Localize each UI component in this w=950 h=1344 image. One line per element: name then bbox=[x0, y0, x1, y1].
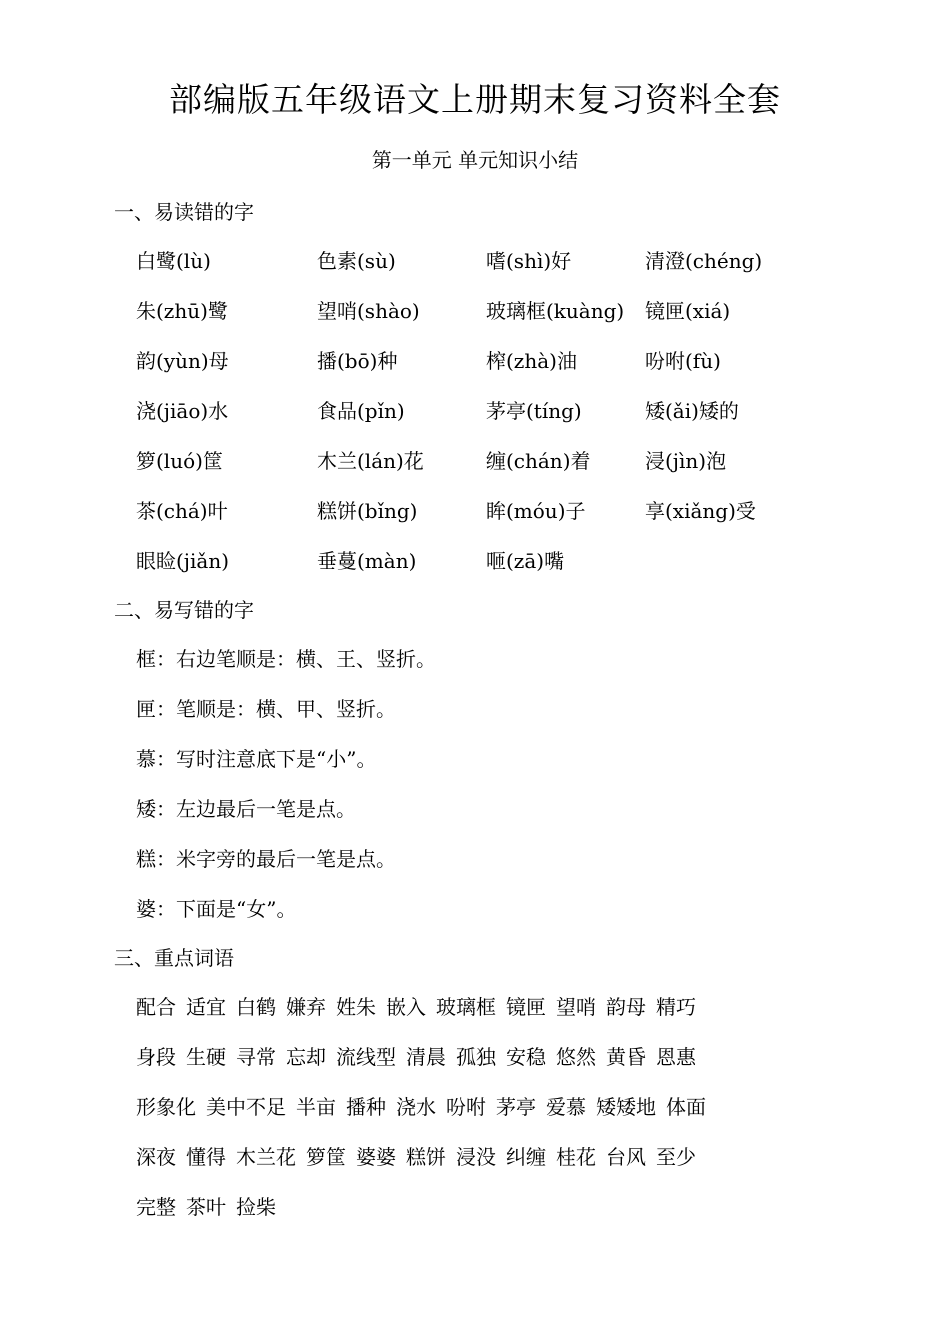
key-word: 黄昏 bbox=[606, 1045, 646, 1069]
key-word: 台风 bbox=[606, 1145, 646, 1169]
key-word-line bbox=[136, 1190, 856, 1240]
pronunciation-row bbox=[136, 494, 836, 544]
pronunciation-item: 朱(zhū)鹭 bbox=[136, 299, 228, 323]
pronunciation-row bbox=[136, 544, 836, 594]
key-word: 寻常 bbox=[236, 1045, 276, 1069]
key-word: 嫌弃 bbox=[286, 995, 326, 1019]
key-word: 悠然 bbox=[556, 1045, 596, 1069]
pronunciation-item: 茶(chá)叶 bbox=[136, 499, 228, 523]
pronunciation-item: 色素(sù) bbox=[317, 249, 396, 273]
key-word: 美中不足 bbox=[206, 1095, 286, 1119]
key-word: 箩筐 bbox=[306, 1145, 346, 1169]
key-word: 流线型 bbox=[336, 1045, 396, 1069]
key-word: 镜匣 bbox=[506, 995, 546, 1019]
section-heading-key-words: 三、重点词语 bbox=[114, 946, 234, 970]
key-word: 配合 bbox=[136, 995, 176, 1019]
key-word: 茅亭 bbox=[496, 1095, 536, 1119]
pronunciation-item: 嗜(shì)好 bbox=[486, 249, 572, 273]
key-word: 矮矮地 bbox=[596, 1095, 656, 1119]
key-word: 半亩 bbox=[296, 1095, 336, 1119]
pronunciation-item: 眸(móu)子 bbox=[486, 499, 586, 523]
key-word: 木兰花 bbox=[236, 1145, 296, 1169]
key-word: 姓朱 bbox=[336, 995, 376, 1019]
pronunciation-grid bbox=[136, 244, 836, 594]
pronunciation-item: 清澄(chéng) bbox=[645, 249, 763, 273]
key-word-line bbox=[136, 1140, 856, 1190]
key-word: 白鹤 bbox=[236, 995, 276, 1019]
key-word: 捡柴 bbox=[236, 1195, 276, 1219]
key-word: 精巧 bbox=[656, 995, 696, 1019]
key-words-block bbox=[136, 990, 856, 1240]
key-word: 忘却 bbox=[286, 1045, 326, 1069]
key-word: 浸没 bbox=[456, 1145, 496, 1169]
key-word: 恩惠 bbox=[656, 1045, 696, 1069]
writing-note: 匣：笔顺是：横、甲、竖折。 bbox=[136, 697, 396, 721]
key-word: 嵌入 bbox=[386, 995, 426, 1019]
key-word: 桂花 bbox=[556, 1145, 596, 1169]
writing-note: 慕：写时注意底下是“小”。 bbox=[136, 747, 377, 771]
pronunciation-row bbox=[136, 344, 836, 394]
section-heading-writing: 二、易写错的字 bbox=[114, 598, 254, 622]
writing-note: 框：右边笔顺是：横、王、竖折。 bbox=[136, 647, 436, 671]
key-word: 茶叶 bbox=[186, 1195, 226, 1219]
section-heading-pronunciation: 一、易读错的字 bbox=[114, 200, 254, 224]
unit-subtitle: 第一单元 单元知识小结 bbox=[371, 148, 579, 172]
key-word: 深夜 bbox=[136, 1145, 176, 1169]
writing-note: 婆：下面是“女”。 bbox=[136, 897, 297, 921]
key-word: 完整 bbox=[136, 1195, 176, 1219]
pronunciation-item: 食品(pǐn) bbox=[317, 399, 405, 423]
pronunciation-item: 浸(jìn)泡 bbox=[645, 449, 727, 473]
pronunciation-row bbox=[136, 394, 836, 444]
key-word: 身段 bbox=[136, 1045, 176, 1069]
key-word: 韵母 bbox=[606, 995, 646, 1019]
key-word: 望哨 bbox=[556, 995, 596, 1019]
writing-notes-list bbox=[136, 642, 836, 942]
pronunciation-item: 韵(yùn)母 bbox=[136, 349, 229, 373]
key-word: 至少 bbox=[656, 1145, 696, 1169]
key-word: 爱慕 bbox=[546, 1095, 586, 1119]
writing-note: 糕：米字旁的最后一笔是点。 bbox=[136, 847, 396, 871]
key-word: 播种 bbox=[346, 1095, 386, 1119]
key-word: 清晨 bbox=[406, 1045, 446, 1069]
pronunciation-item: 享(xiǎng)受 bbox=[645, 499, 756, 523]
key-word: 生硬 bbox=[186, 1045, 226, 1069]
key-word: 懂得 bbox=[186, 1145, 226, 1169]
key-word: 纠缠 bbox=[506, 1145, 546, 1169]
pronunciation-item: 矮(ǎi)矮的 bbox=[645, 399, 739, 423]
key-word-line bbox=[136, 1040, 856, 1090]
pronunciation-item: 玻璃框(kuàng) bbox=[486, 299, 625, 323]
key-word: 适宜 bbox=[186, 995, 226, 1019]
key-word: 浇水 bbox=[396, 1095, 436, 1119]
pronunciation-item: 眼睑(jiǎn) bbox=[136, 549, 230, 573]
pronunciation-item: 吩咐(fù) bbox=[645, 349, 721, 373]
pronunciation-item: 垂蔓(màn) bbox=[317, 549, 417, 573]
document-title: 部编版五年级语文上册期末复习资料全套 bbox=[169, 80, 781, 119]
key-word: 玻璃框 bbox=[436, 995, 496, 1019]
pronunciation-item: 榨(zhà)油 bbox=[486, 349, 577, 373]
key-word-line bbox=[136, 1090, 856, 1140]
pronunciation-item: 箩(luó)筐 bbox=[136, 449, 223, 473]
key-word: 糕饼 bbox=[406, 1145, 446, 1169]
pronunciation-item: 白鹭(lù) bbox=[136, 249, 211, 273]
key-word: 形象化 bbox=[136, 1095, 196, 1119]
pronunciation-row bbox=[136, 294, 836, 344]
key-word: 婆婆 bbox=[356, 1145, 396, 1169]
pronunciation-item: 播(bō)种 bbox=[317, 349, 398, 373]
pronunciation-row bbox=[136, 444, 836, 494]
pronunciation-item: 浇(jiāo)水 bbox=[136, 399, 229, 423]
key-word: 孤独 bbox=[456, 1045, 496, 1069]
pronunciation-item: 缠(chán)着 bbox=[486, 449, 591, 473]
pronunciation-item: 镜匣(xiá) bbox=[645, 299, 731, 323]
pronunciation-item: 咂(zā)嘴 bbox=[486, 549, 565, 573]
pronunciation-item: 望哨(shào) bbox=[317, 299, 420, 323]
pronunciation-item: 糕饼(bǐng) bbox=[317, 499, 418, 523]
key-word: 安稳 bbox=[506, 1045, 546, 1069]
pronunciation-item: 木兰(lán)花 bbox=[317, 449, 424, 473]
writing-note: 矮：左边最后一笔是点。 bbox=[136, 797, 356, 821]
key-word: 吩咐 bbox=[446, 1095, 486, 1119]
key-word: 体面 bbox=[666, 1095, 706, 1119]
key-word-line bbox=[136, 990, 856, 1040]
pronunciation-row bbox=[136, 244, 836, 294]
pronunciation-item: 茅亭(tíng) bbox=[486, 399, 582, 423]
